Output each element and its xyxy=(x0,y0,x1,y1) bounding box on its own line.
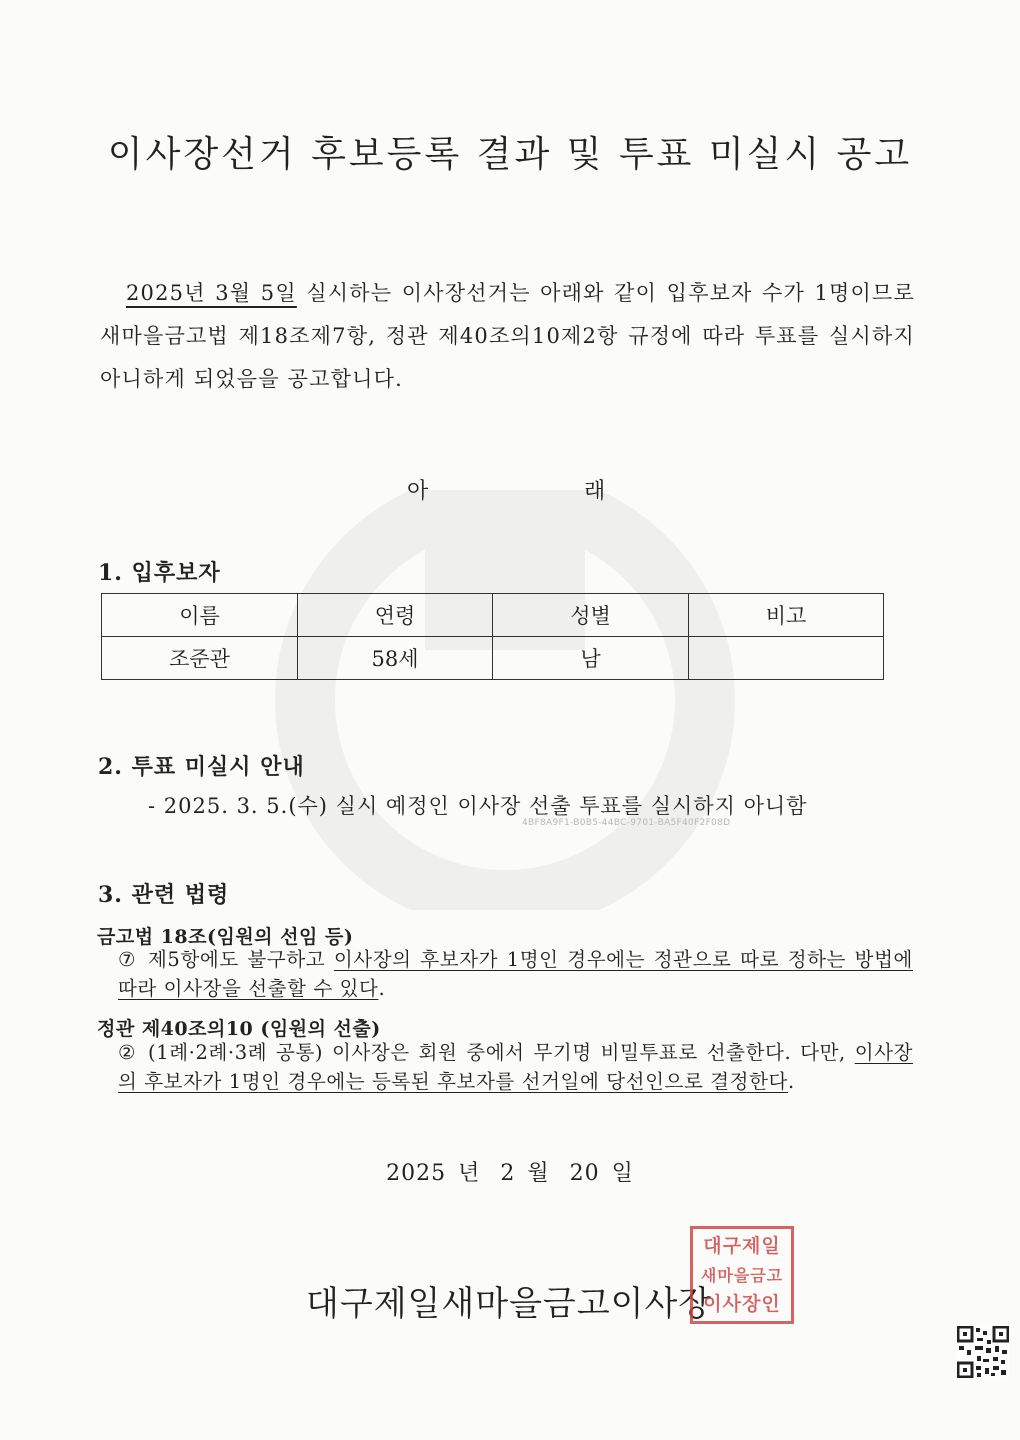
law1-plain: 제5항에도 불구하고 xyxy=(148,948,334,971)
page-title: 이사장선거 후보등록 결과 및 투표 미실시 공고 xyxy=(107,134,913,175)
date-month: 2 xyxy=(500,1161,516,1186)
law1-body xyxy=(118,945,913,1003)
cell-note xyxy=(689,637,884,680)
seal-line: 이사장인 xyxy=(703,1293,781,1315)
law1-title: 금고법 18조(임원의 선임 등) xyxy=(97,926,354,948)
date-day: 20 xyxy=(569,1161,600,1186)
section2-heading: 2. 투표 미실시 안내 xyxy=(98,754,305,780)
cell-gender: 남 xyxy=(493,637,689,680)
law1-end: . xyxy=(378,977,386,1000)
arae-a: 아 xyxy=(407,479,429,504)
seal-line: 새마을금고 xyxy=(700,1266,784,1285)
seal-line: 대구제일 xyxy=(703,1235,781,1257)
law2-plain: (1례·2례·3례 공통) 이사장은 회원 중에서 무기명 비밀투표로 선출한다. 다만, xyxy=(148,1041,855,1064)
watermark-logo xyxy=(265,490,745,910)
section2-line: - 2025. 3. 5.(수) 실시 예정인 이사장 선출 투표를 실시하지 아니함 xyxy=(148,794,808,818)
notice-date xyxy=(0,1156,1020,1187)
law1-underlined: 이사장의 후보자가 1명인 경우에는 정관으로 따로 정하는 방법에 따라 이사장을 선출할 수 있다 xyxy=(118,948,913,1000)
table-row xyxy=(102,637,884,680)
date-year: 2025 xyxy=(386,1161,447,1186)
law1-num: ⑦ xyxy=(118,948,137,971)
date-month-unit: 월 xyxy=(527,1161,550,1186)
election-date: 2025년 3월 5일 xyxy=(126,281,297,305)
header-name: 이름 xyxy=(102,594,298,637)
intro-text: 실시하는 이사장선거는 아래와 같이 입후보자 수가 1명이므로 새마을금고법 제18조제7항, 정관 제40조의10제2항 규정에 따라 투표를 실시하지 아니하게 되었음을 공고합니다. xyxy=(100,281,916,391)
law2-title: 정관 제40조의10 (임원의 선출) xyxy=(97,1018,381,1040)
date-year-unit: 년 xyxy=(458,1161,481,1186)
table-header-row xyxy=(102,594,884,637)
law2-num: ② xyxy=(118,1041,137,1064)
law2-underlined: 이사장의 후보자가 1명인 경우에는 등록된 후보자를 선거일에 당선인으로 결정한다 xyxy=(118,1041,913,1093)
law2-body xyxy=(118,1038,913,1096)
header-note: 비고 xyxy=(689,594,884,637)
cell-name: 조준관 xyxy=(102,637,298,680)
law2-end: . xyxy=(787,1070,795,1093)
official-seal xyxy=(690,1226,794,1324)
cell-age: 58세 xyxy=(298,637,493,680)
qr-code-icon xyxy=(957,1326,1009,1378)
header-gender: 성별 xyxy=(493,594,689,637)
signature: 대구제일새마을금고이사장 xyxy=(306,1284,713,1324)
candidate-table xyxy=(101,593,884,680)
section1-heading: 1. 입후보자 xyxy=(98,560,221,586)
date-day-unit: 일 xyxy=(611,1161,634,1186)
document-hash: 4BF8A9F1-B0B5-44BC-9701-BA5F40F2F08D xyxy=(522,818,731,828)
arae-rae: 래 xyxy=(584,479,606,504)
section3-heading: 3. 관련 법령 xyxy=(98,882,230,908)
intro-paragraph xyxy=(100,272,915,401)
header-age: 연령 xyxy=(298,594,493,637)
